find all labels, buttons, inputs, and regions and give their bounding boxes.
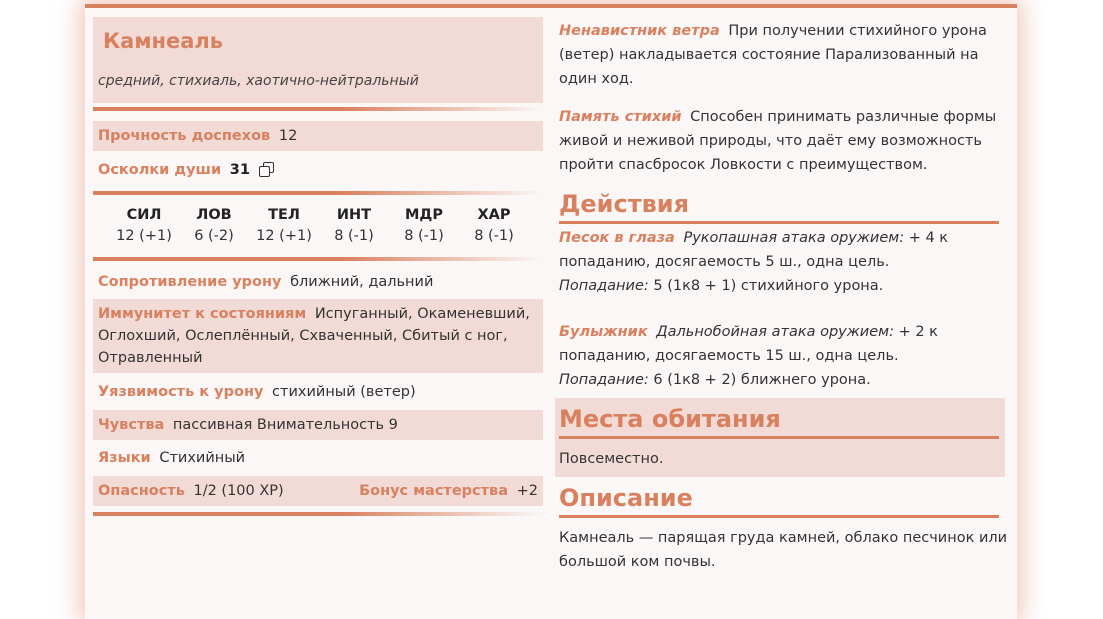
soul-label: Осколки души bbox=[98, 162, 222, 178]
stat-label: МДР bbox=[405, 207, 443, 223]
immune-label: Иммунитет к состояниям bbox=[98, 306, 307, 322]
hit-text: 6 (1к8 + 2) ближнего урона. bbox=[653, 372, 871, 388]
stat-value: 8 (-1) bbox=[334, 228, 374, 244]
action-type: Рукопашная атака оружием: bbox=[683, 230, 905, 246]
stat-value: 8 (-1) bbox=[404, 228, 444, 244]
stat-label: СИЛ bbox=[126, 207, 162, 223]
stat-value: 6 (-2) bbox=[194, 228, 234, 244]
right-column bbox=[559, 17, 1009, 574]
stat-str bbox=[109, 205, 179, 247]
monster-subtitle: средний, стихиаль, хаотично-нейтральный bbox=[98, 73, 419, 89]
monster-name: Камнеаль bbox=[103, 29, 224, 53]
description-title: Описание bbox=[559, 484, 693, 512]
left-column bbox=[93, 17, 543, 516]
trait-text: Способен принимать различные формы живой и неживой природы, что даёт ему возможность пройти спасбросок Ловкости с преимуществом. bbox=[559, 109, 997, 173]
trait-wind-hater bbox=[559, 19, 1009, 91]
stat-value: 12 (+1) bbox=[256, 228, 312, 244]
vuln-row bbox=[93, 377, 543, 407]
stat-con bbox=[249, 205, 319, 247]
habitat-title: Места обитания bbox=[559, 405, 781, 433]
trait-name: Память стихий bbox=[559, 109, 682, 125]
action-type: Дальнобойная атака оружием: bbox=[656, 324, 894, 340]
languages-label: Языки bbox=[98, 450, 151, 466]
monster-card bbox=[85, 4, 1017, 619]
stat-dex bbox=[179, 205, 249, 247]
actions-section bbox=[559, 189, 1009, 392]
habitat-section bbox=[555, 398, 1005, 477]
soul-row bbox=[93, 155, 543, 185]
action-name: Булыжник bbox=[559, 324, 648, 340]
action-boulder bbox=[559, 320, 1009, 392]
action-text: + 4 к попаданию, досягаемость 5 ш., одна цель. bbox=[559, 230, 949, 270]
stat-wis bbox=[389, 205, 459, 247]
stat-value: 8 (-1) bbox=[474, 228, 514, 244]
stat-int bbox=[319, 205, 389, 247]
stat-label: ХАР bbox=[477, 207, 511, 223]
languages-value: Стихийный bbox=[159, 450, 246, 466]
trait-element-memory bbox=[559, 105, 1009, 177]
name-block bbox=[93, 17, 543, 103]
resist-label: Сопротивление урону bbox=[98, 274, 282, 290]
danger-row bbox=[93, 476, 543, 506]
soul-value: 31 bbox=[229, 162, 250, 178]
section-divider bbox=[559, 221, 999, 224]
description-text: Камнеаль — парящая груда камней, облако песчинок или большой ком почвы. bbox=[559, 530, 1008, 570]
trait-name: Ненавистник ветра bbox=[559, 23, 720, 39]
action-name: Песок в глаза bbox=[559, 230, 675, 246]
danger-label: Опасность bbox=[98, 483, 185, 499]
resist-row bbox=[93, 267, 543, 297]
armor-label: Прочность доспехов bbox=[98, 128, 271, 144]
divider bbox=[93, 107, 543, 111]
stat-label: ТЕЛ bbox=[268, 207, 300, 223]
section-divider bbox=[559, 515, 999, 518]
proficiency-value: +2 bbox=[516, 483, 538, 499]
divider bbox=[93, 512, 543, 516]
dice-icon[interactable] bbox=[259, 162, 273, 176]
immune-row bbox=[93, 299, 543, 373]
stat-label: ЛОВ bbox=[196, 207, 232, 223]
action-sand bbox=[559, 226, 1009, 298]
stat-cha bbox=[459, 205, 529, 247]
vuln-label: Уязвимость к урону bbox=[98, 384, 264, 400]
armor-row bbox=[93, 121, 543, 151]
section-divider bbox=[559, 436, 999, 439]
habitat-text: Повсеместно. bbox=[559, 451, 664, 467]
stat-label: ИНТ bbox=[336, 207, 372, 223]
armor-value: 12 bbox=[278, 128, 298, 144]
ability-scores bbox=[93, 195, 543, 247]
trait-text: При получении стихийного урона (ветер) накладывается состояние Парализованный на один ход. bbox=[559, 23, 987, 87]
danger-value: 1/2 (100 XP) bbox=[193, 483, 284, 499]
hit-text: 5 (1к8 + 1) стихийного урона. bbox=[653, 278, 884, 294]
resist-value: ближний, дальний bbox=[290, 274, 434, 290]
languages-row bbox=[93, 443, 543, 473]
hit-label: Попадание: bbox=[559, 372, 649, 388]
action-text: + 2 к попаданию, досягаемость 15 ш., одна цель. bbox=[559, 324, 938, 364]
hit-label: Попадание: bbox=[559, 278, 649, 294]
senses-label: Чувства bbox=[98, 417, 165, 433]
actions-title: Действия bbox=[559, 190, 690, 218]
senses-row bbox=[93, 410, 543, 440]
proficiency-label: Бонус мастерства bbox=[359, 483, 509, 499]
vuln-value: стихийный (ветер) bbox=[272, 384, 416, 400]
divider bbox=[93, 257, 543, 261]
immune-value: Испуганный, Окаменевший, Оглохший, Ослеплённый, Схваченный, Сбитый с ног, Отравленный bbox=[98, 306, 530, 366]
senses-value: пассивная Внимательность 9 bbox=[172, 417, 398, 433]
description-section bbox=[559, 483, 1009, 574]
stat-value: 12 (+1) bbox=[116, 228, 172, 244]
